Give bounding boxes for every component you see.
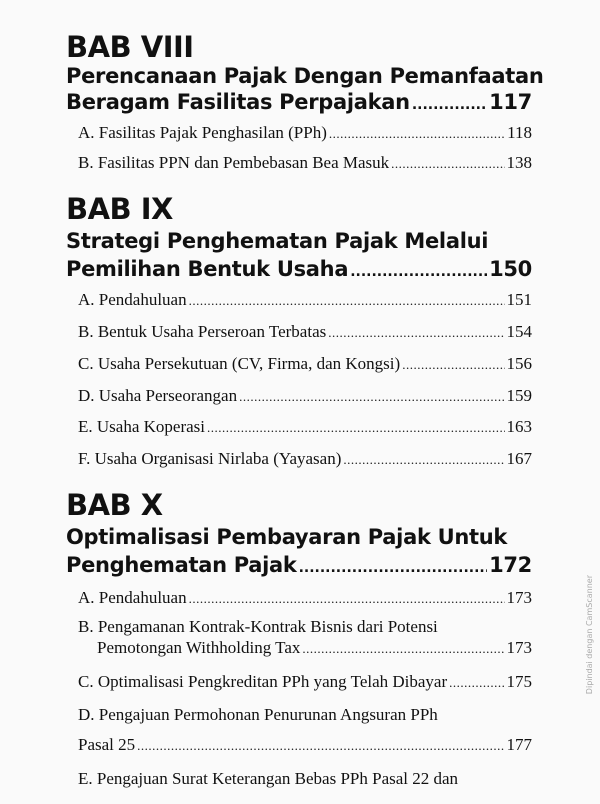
chapter-heading-10: BAB X — [66, 488, 163, 522]
leader-dots — [412, 92, 487, 113]
toc-entry-10b-line2[interactable]: Pemotongan Withholding Tax ..... 173 — [97, 639, 532, 656]
chapter-title-9-line1: Strategi Penghematan Pajak Melalui — [66, 229, 489, 253]
leader-dots — [402, 355, 504, 372]
toc-entry-10e-line1[interactable]: E. Pengajuan Surat Keterangan Bebas PPh Pasal 22 dan — [78, 769, 459, 788]
chapter-title-8-line1: Perencanaan Pajak Dengan Pemanfaatan — [66, 64, 544, 88]
toc-entry-9e[interactable]: E. Usaha Koperasi ..... 163 — [78, 418, 532, 435]
toc-entry-8b[interactable]: B. Fasilitas PPN dan Pembebasan Bea Masuk ..... 138 — [78, 154, 532, 171]
scanner-watermark: Dipindai dengan CamScanner — [585, 575, 594, 695]
toc-entry-10b-line1[interactable]: B. Pengamanan Kontrak-Kontrak Bisnis dari Potensi — [78, 617, 438, 636]
toc-entry-9d[interactable]: D. Usaha Perseorangan ..... 159 — [78, 387, 532, 404]
toc-entry-10d-line2[interactable]: Pasal 25 ..... 177 — [78, 736, 532, 753]
chapter-title-8-line2[interactable]: Beragam Fasilitas Perpajakan ..... 117 — [66, 92, 532, 113]
toc-entry-9b[interactable]: B. Bentuk Usaha Perseroan Terbatas ..... 154 — [78, 323, 532, 340]
chapter-heading-9: BAB IX — [66, 192, 173, 226]
chapter-page-10: 172 — [489, 553, 532, 577]
chapter-page-9: 150 — [489, 257, 532, 281]
toc-entry-10a[interactable]: A. Pendahuluan ..... 173 — [78, 589, 532, 606]
leader-dots — [449, 673, 504, 690]
toc-entry-9a[interactable]: A. Pendahuluan ..... 151 — [78, 291, 532, 308]
leader-dots — [391, 154, 504, 171]
leader-dots — [207, 418, 505, 435]
leader-dots — [329, 124, 505, 141]
toc-entry-9f[interactable]: F. Usaha Organisasi Nirlaba (Yayasan) ..... 167 — [78, 450, 532, 467]
toc-entry-8a[interactable]: A. Fasilitas Pajak Penghasilan (PPh) ..... 118 — [78, 124, 532, 141]
toc-entry-10d-line1[interactable]: D. Pengajuan Permohonan Penurunan Angsuran PPh — [78, 705, 438, 724]
leader-dots — [239, 387, 504, 404]
chapter-heading-8: BAB VIII — [66, 30, 194, 64]
leader-dots — [299, 555, 487, 576]
chapter-title-10-line2[interactable]: Penghematan Pajak ..... 172 — [66, 555, 532, 576]
leader-dots — [189, 291, 505, 308]
leader-dots — [302, 639, 504, 656]
chapter-title-10-line1: Optimalisasi Pembayaran Pajak Untuk — [66, 525, 508, 549]
leader-dots — [137, 736, 504, 753]
toc-entry-9c[interactable]: C. Usaha Persekutuan (CV, Firma, dan Kongsi) ..... 156 — [78, 355, 532, 372]
chapter-title-9-line2[interactable]: Pemilihan Bentuk Usaha ..... 150 — [66, 259, 532, 280]
leader-dots — [350, 259, 487, 280]
toc-entry-10c[interactable]: C. Optimalisasi Pengkreditan PPh yang Telah Dibayar ..... 175 — [78, 673, 532, 690]
leader-dots — [189, 589, 505, 606]
leader-dots — [343, 450, 504, 467]
chapter-page-8: 117 — [489, 90, 532, 114]
leader-dots — [328, 323, 504, 340]
